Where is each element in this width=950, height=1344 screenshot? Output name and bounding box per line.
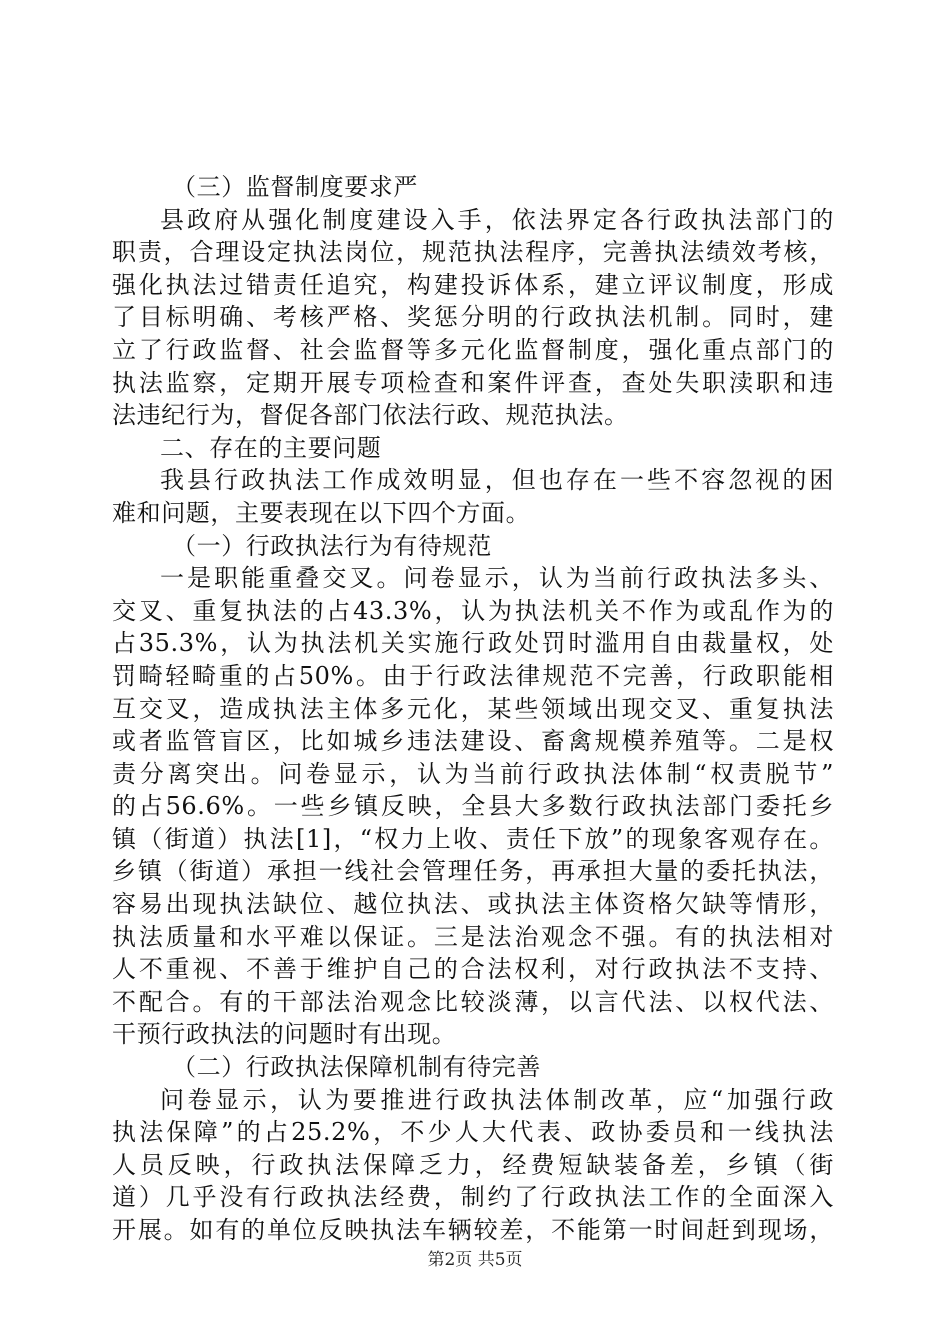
text-line: 职责，合理设定执法岗位，规范执法程序，完善执法绩效考核， [112, 238, 834, 267]
text-line: （二）行政执法保障机制有待完善 [172, 1053, 541, 1082]
text-line: （三）监督制度要求严 [172, 173, 418, 201]
page-footer: 第2页 共5页 [427, 1250, 523, 1270]
text-line: 干预行政执法的问题时有出现。 [112, 1020, 457, 1049]
text-line: 立了行政监督、社会监督等多元化监督制度，强化重点部门的 [112, 335, 834, 364]
text-line: 强化执法过错责任追究，构建投诉体系，建立评议制度，形成 [112, 270, 834, 299]
text-line: 道）几乎没有行政执法经费，制约了行政执法工作的全面深入 [112, 1183, 834, 1212]
text-line: 人不重视、不善于维护自己的合法权利，对行政执法不支持、 [112, 955, 834, 984]
text-line: 不配合。有的干部法治观念比较淡薄，以言代法、以权代法、 [112, 987, 834, 1016]
text-line: 人员反映，行政执法保障乏力，经费短缺装备差，乡镇（街 [112, 1150, 834, 1179]
text-line: 互交叉，造成执法主体多元化，某些领域出现交叉、重复执法 [112, 694, 834, 723]
text-line: 问卷显示，认为要推进行政执法体制改革，应“加强行政 [160, 1085, 834, 1114]
text-line: 执法保障”的占25.2%，不少人大代表、政协委员和一线执法 [112, 1118, 834, 1147]
text-line: 二、存在的主要问题 [160, 433, 382, 462]
text-line: 乡镇（街道）承担一线社会管理任务，再承担大量的委托执法， [112, 857, 834, 886]
text-line: （一）行政执法行为有待规范 [172, 531, 492, 560]
text-line: 容易出现执法缺位、越位执法、或执法主体资格欠缺等情形， [112, 890, 834, 919]
text-line: 责分离突出。问卷显示，认为当前行政执法体制“权责脱节” [112, 759, 834, 788]
text-line: 难和问题，主要表现在以下四个方面。 [112, 498, 531, 527]
text-line: 占35.3%，认为执法机关实施行政处罚时滥用自由裁量权，处 [112, 629, 834, 658]
text-line: 我县行政执法工作成效明显，但也存在一些不容忽视的困 [160, 466, 834, 495]
text-line: 县政府从强化制度建设入手，依法界定各行政执法部门的 [160, 205, 834, 234]
text-line: 法违纪行为，督促各部门依法行政、规范执法。 [112, 401, 629, 430]
text-line: 开展。如有的单位反映执法车辆较差，不能第一时间赶到现场， [112, 1216, 834, 1244]
text-line: 的占56.6%。一些乡镇反映，全县大多数行政执法部门委托乡 [112, 792, 834, 821]
text-line: 执法监察，定期开展专项检查和案件评查，查处失职渎职和违 [112, 368, 834, 397]
text-line: 执法质量和水平难以保证。三是法治观念不强。有的执法相对 [112, 922, 834, 951]
text-line: 或者监管盲区，比如城乡违法建设、畜禽规模养殖等。二是权 [112, 727, 834, 756]
text-line: 交叉、重复执法的占43.3%，认为执法机关不作为或乱作为的 [112, 596, 834, 625]
text-line: 镇（街道）执法[1]，“权力上收、责任下放”的现象客观存在。 [112, 824, 834, 853]
text-line: 了目标明确、考核严格、奖惩分明的行政执法机制。同时，建 [112, 303, 834, 332]
document-body [112, 171, 834, 1247]
text-line: 罚畸轻畸重的占50%。由于行政法律规范不完善，行政职能相 [112, 661, 834, 690]
text-line: 一是职能重叠交叉。问卷显示，认为当前行政执法多头、 [160, 564, 834, 593]
